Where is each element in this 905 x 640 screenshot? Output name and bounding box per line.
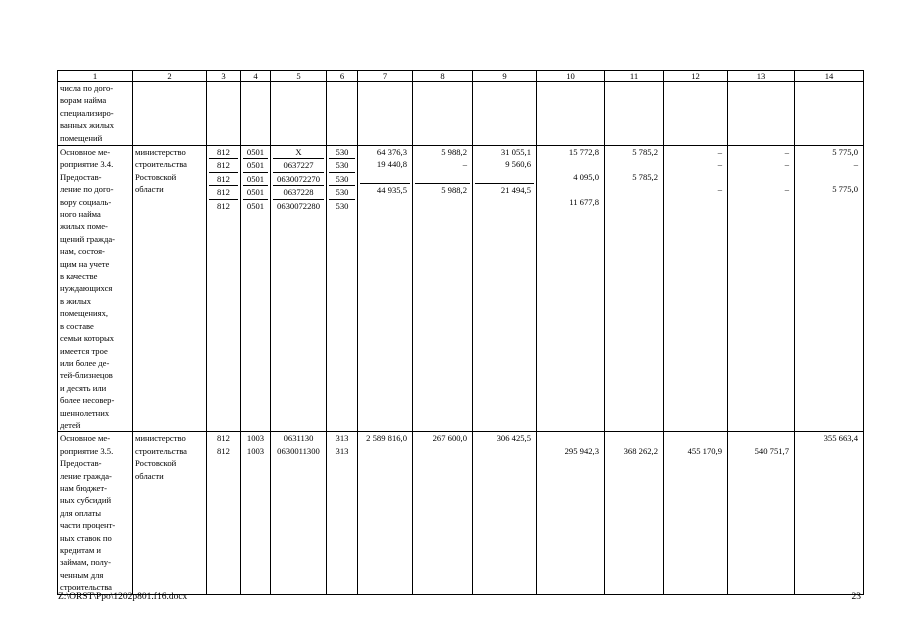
cell-value: 267 600,0 (432, 433, 467, 444)
col-3-cell (207, 146, 241, 432)
col-8-cell (413, 432, 473, 594)
cell-value: 0501 (246, 200, 265, 211)
header-col-13: 13 (728, 71, 795, 82)
cell-value: 368 262,2 (623, 445, 658, 456)
cell-value: 812 (217, 200, 230, 211)
cell-value (539, 158, 602, 170)
header-col-7: 7 (358, 71, 413, 82)
cell-value: 0501 (243, 146, 268, 159)
cell-value: 0630072270 (273, 173, 324, 186)
header-col-10: 10 (537, 71, 605, 82)
cell-value: 5 785,2 (632, 171, 658, 182)
cell-value (607, 183, 661, 195)
col-10-cell (537, 432, 605, 594)
cell-value: 0501 (243, 186, 268, 199)
cell-value (730, 432, 792, 444)
cell-value: 812 (209, 173, 238, 186)
cell-value: 313 (335, 433, 349, 444)
cell-value: 812 (217, 445, 230, 456)
cell-value (607, 196, 661, 208)
cell-value: 11 677,8 (569, 196, 599, 207)
cell-value: 5 775,0 (832, 184, 858, 195)
header-col-14: 14 (795, 71, 864, 82)
cell-value (360, 197, 410, 209)
cell-value: 5 988,2 (441, 147, 467, 157)
cell-value (415, 197, 470, 209)
col-4-cell (241, 146, 271, 432)
col-12-cell (664, 146, 728, 432)
cell-value: – (717, 184, 722, 195)
row-description: Основное ме- роприятие 3.4. Предостав- ление по дого- вору социаль- ного найма жилых поме- щений гражда- нам, состоя- щим на учете в качестве нуждающихся в жилых помещениях, в составе семьи которых имеется трое или более де- тей-близнецов и десять или более несовер- шеннолетних детей (58, 146, 133, 432)
cell-value: 0501 (243, 159, 268, 172)
cell-value: 812 (209, 159, 238, 172)
cell-value: 1003 (246, 445, 265, 456)
cell-value (797, 196, 861, 208)
col-10-cell (537, 146, 605, 432)
cell-value: 5 775,0 (832, 147, 858, 157)
cell-value: 812 (217, 433, 230, 444)
col-5-cell (271, 432, 327, 594)
cell-value: 0630011300 (277, 445, 320, 456)
cell-value: 812 (209, 186, 238, 199)
cell-value: 19 440,8 (376, 159, 407, 170)
cell-value: 0501 (243, 173, 268, 186)
header-col-6: 6 (327, 71, 358, 82)
cell-value: 21 494,5 (500, 185, 531, 196)
cell-value: 530 (329, 146, 355, 159)
cell-value (797, 171, 861, 183)
header-col-1: 1 (58, 71, 133, 82)
table-row (58, 146, 864, 432)
cell-value: 530 (329, 186, 355, 199)
cell-value: 812 (209, 146, 238, 159)
cell-value (539, 183, 602, 195)
cell-value: 295 942,3 (564, 445, 599, 456)
cell-value: – (784, 147, 789, 157)
header-col-3: 3 (207, 71, 241, 82)
cell-value (730, 196, 792, 208)
cell-value: 455 170,9 (687, 445, 722, 456)
footer-file-path: Z:\ORST\Ppo\1202p801.f16.docx (58, 592, 188, 602)
col-9-cell (473, 432, 537, 594)
col-8-cell (413, 146, 473, 432)
cell-value: 2 589 816,0 (366, 433, 407, 444)
cell-value (607, 432, 661, 444)
col-13-cell (728, 146, 795, 432)
cell-value (730, 171, 792, 183)
header-col-9: 9 (473, 71, 537, 82)
cell-value (475, 197, 534, 209)
cell-value (666, 171, 725, 183)
header-col-12: 12 (664, 71, 728, 82)
cell-value (475, 171, 534, 184)
col-12-cell (664, 432, 728, 594)
col-13-cell (728, 432, 795, 594)
page-number: 23 (851, 592, 861, 602)
cell-value: – (462, 159, 467, 170)
document-table (57, 70, 864, 595)
cell-value (360, 171, 410, 184)
cell-value (415, 171, 470, 184)
cell-value: 44 935,5 (376, 185, 407, 196)
cell-value: 540 751,7 (754, 445, 789, 456)
col-3-cell (207, 432, 241, 594)
cell-value (475, 445, 534, 457)
cell-value: 530 (329, 159, 355, 172)
cell-value: 530 (335, 200, 349, 211)
cell-value: 0630072280 (277, 200, 320, 211)
cell-value: 313 (335, 445, 349, 456)
cell-value: 306 425,5 (496, 433, 531, 444)
cell-value (607, 158, 661, 170)
row-description: числа по дого- ворам найма специализиро- ванных жилых помещений (58, 82, 133, 146)
cell-value: 1003 (246, 433, 265, 444)
cell-value: 15 772,8 (568, 147, 599, 157)
header-col-4: 4 (241, 71, 271, 82)
col-11-cell (605, 146, 664, 432)
cell-value (360, 445, 410, 457)
cell-value: Х (273, 146, 324, 159)
cell-value (666, 196, 725, 208)
col-14-cell (795, 146, 864, 432)
cell-value: – (853, 159, 858, 170)
col-14-cell (795, 432, 864, 594)
col-7-cell (358, 146, 413, 432)
col-5-cell (271, 146, 327, 432)
col-9-cell (473, 146, 537, 432)
cell-value: 0637228 (273, 186, 324, 199)
cell-value: 355 663,4 (823, 433, 858, 444)
header-col-5: 5 (271, 71, 327, 82)
header-col-11: 11 (605, 71, 664, 82)
header-col-2: 2 (133, 71, 207, 82)
cell-value: 9 560,6 (505, 159, 531, 170)
cell-value: 64 376,3 (376, 147, 407, 157)
col-7-cell (358, 432, 413, 594)
table-row (58, 82, 864, 146)
cell-value: 31 055,1 (500, 147, 531, 157)
cell-value: 4 095,0 (573, 171, 599, 182)
row-responsible: министерство строительства Ростовской области (133, 146, 207, 432)
cell-value (666, 432, 725, 444)
cell-value (797, 445, 861, 457)
cell-value: – (717, 147, 722, 157)
header-row (58, 71, 864, 82)
col-4-cell (241, 432, 271, 594)
cell-value: 0637227 (273, 159, 324, 172)
row-description: Основное ме- роприятие 3.5. Предостав- ление гражда- нам бюджет- ных субсидий для оплаты части процент- ных ставок по кредитам и займам, полу- ченным для строительства (58, 432, 133, 594)
col-6-cell (327, 432, 358, 594)
cell-value: 5 988,2 (441, 185, 467, 196)
col-11-cell (605, 432, 664, 594)
table-row (58, 432, 864, 594)
cell-value (415, 445, 470, 457)
row-responsible: министерство строительства Ростовской области (133, 432, 207, 594)
cell-value: 0631130 (283, 433, 314, 444)
col-6-cell (327, 146, 358, 432)
header-col-8: 8 (413, 71, 473, 82)
cell-value: – (784, 159, 789, 170)
cell-value: – (784, 184, 789, 195)
cell-value: 5 785,2 (632, 147, 658, 157)
cell-value: – (717, 159, 722, 170)
cell-value: 530 (329, 173, 355, 186)
cell-value (539, 432, 602, 444)
